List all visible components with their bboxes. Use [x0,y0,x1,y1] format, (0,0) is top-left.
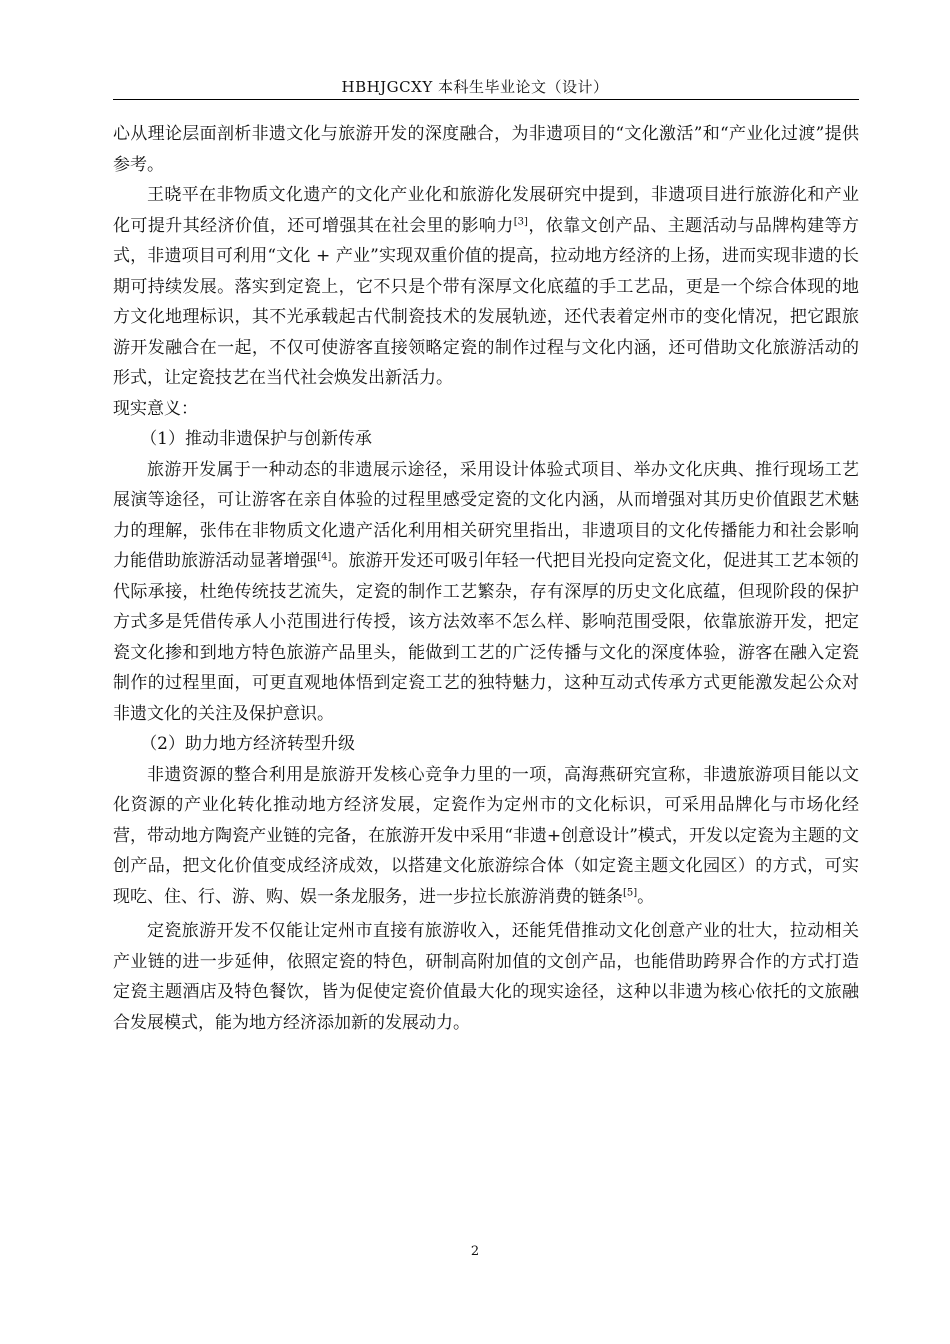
citation-ref: [4] [317,551,332,563]
section-label: 现实意义： [113,398,198,419]
page-number: 2 [470,1244,480,1259]
body-text [113,119,859,1038]
paragraph-wang [113,180,859,394]
paragraph-text: 。旅游开发还可吸引年轻一代把目光投向定瓷文化，促进其工艺本领的代际承接，杜绝传统技艺流失，定瓷的制作工艺繁杂，存有深厚的历史文化底蕴，但现阶段的保护方式多是凭借传承人小范围进行传授，该方法效率不怎么样、影响范围受限，依靠旅游开发，把定瓷文化掺和到地方特色旅游产品里头，能做到工艺的广泛传播与文化的深度体验，游客在融入定瓷制作的过程里面，可更直观地体悟到定瓷工艺的独特魅力，这种互动式传承方式更能激发起公众对非遗文化的关注及保护意识。 [113,551,860,724]
paragraph-text: 。 [637,886,655,907]
paragraph-economy [113,760,859,913]
paragraph-continued: 心从理论层面剖析非遗文化与旅游开发的深度融合，为非遗项目的“文化激活”和“产业化过渡”提供参考。 [113,124,859,175]
header-rule [113,99,859,100]
citation-ref: [5] [623,886,638,898]
paragraph-text: 王晓平在非物质文化遗产的文化产业化和旅游化发展研究中提到，非遗项目进行旅游化和产业化可提升其经济价值，还可增强其在社会里的影响力 [113,185,859,236]
subheading-1: （1）推动非遗保护与创新传承 [140,429,373,449]
paragraph-text: 非遗资源的整合利用是旅游开发核心竞争力里的一项，高海燕研究宣称，非遗旅游项目能以文化资源的产业化转化推动地方经济发展，定瓷作为定州市的文化标识，可采用品牌化与市场化经营，带动地方陶瓷产业链的完备，在旅游开发中采用“非遗+创意设计”模式，开发以定瓷为主题的文创产品，把文化价值变成经济成效，以搭建文化旅游综合体（如定瓷主题文化园区）的方式，可实现吃、住、行、游、购、娱一条龙服务，进一步拉长旅游消费的链条 [113,764,859,907]
paragraph-protection [113,455,859,730]
paragraph-text: ，依靠文创产品、主题活动与品牌构建等方式，非遗项目可利用“文化 + 产业”实现双重价值的提高，拉动地方经济的上扬，进而实现非遗的长期可持续发展。落实到定瓷上，它不只是个带有深厚文化底蕴的手工艺品，更是一个综合体现的地方文化地理标识，其不光承载起古代制瓷技术的发展轨迹，还代表着定州市的变化情况，把它跟旅游开发融合在一起，不仅可使游客直接领略定瓷的制作过程与文化内涵，还可借助文化旅游活动的形式，让定瓷技艺在当代社会焕发出新活力。 [113,215,860,388]
running-header: HBHJGCXY 本科生毕业论文（设计） [341,78,609,96]
paragraph-tourism: 定瓷旅游开发不仅能让定州市直接有旅游收入，还能凭借推动文化创意产业的壮大，拉动相关产业链的进一步延伸，依照定瓷的特色，研制高附加值的文创产品，也能借助跨界合作的方式打造定瓷主题酒店及特色餐饮，皆为促使定瓷价值最大化的现实途径，这种以非遗为核心依托的文旅融合发展模式，能为地方经济添加新的发展动力。 [113,921,859,1033]
subheading-2: （2）助力地方经济转型升级 [140,734,356,754]
citation-ref: [3] [513,215,528,227]
paragraph-text: 旅游开发属于一种动态的非遗展示途径，采用设计体验式项目、举办文化庆典、推行现场工艺展演等途径，可让游客在亲自体验的过程里感受定瓷的文化内涵，从而增强对其历史价值跟艺术魅力的理解，张伟在非物质文化遗产活化利用相关研究里指出，非遗项目的文化传播能力和社会影响力能借助旅游活动显著增强 [113,459,859,571]
